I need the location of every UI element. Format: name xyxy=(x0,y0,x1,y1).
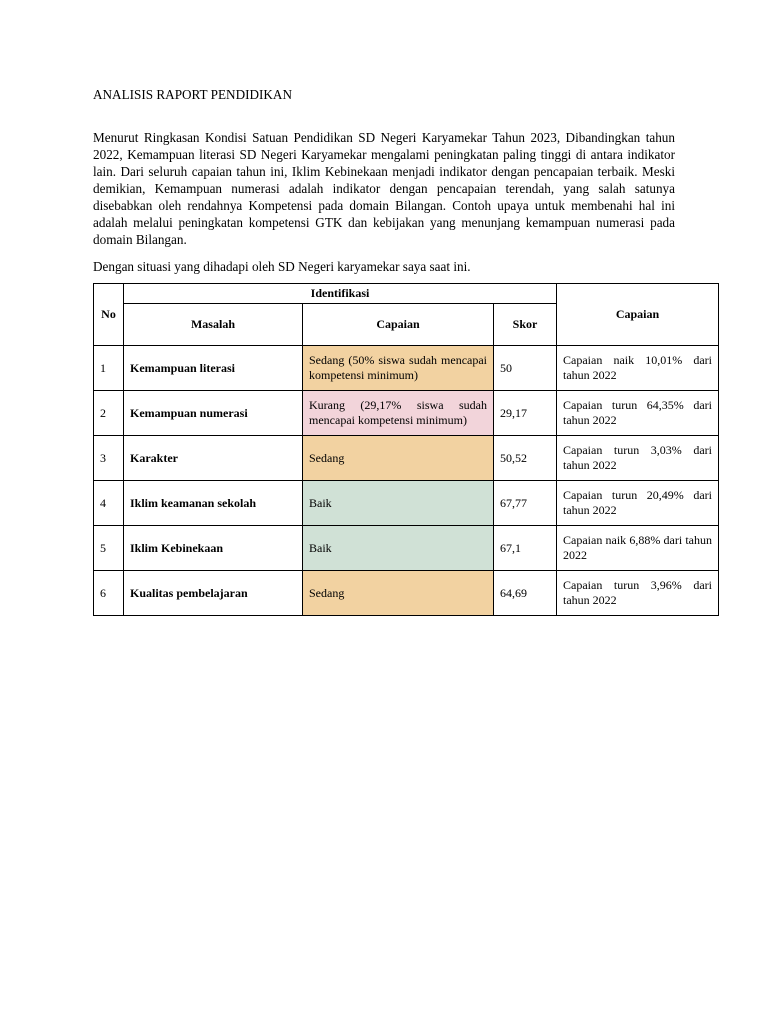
row-no: 6 xyxy=(94,571,124,616)
table-row xyxy=(94,481,719,526)
row-hasil: Capaian turun 20,49% dari tahun 2022 xyxy=(557,481,719,526)
header-capaian: Capaian xyxy=(303,304,494,346)
table-row xyxy=(94,526,719,571)
row-skor: 67,1 xyxy=(494,526,557,571)
table-row xyxy=(94,346,719,391)
table-row xyxy=(94,436,719,481)
row-hasil: Capaian naik 10,01% dari tahun 2022 xyxy=(557,346,719,391)
row-masalah: Iklim Kebinekaan xyxy=(124,526,303,571)
table-row xyxy=(94,571,719,616)
row-skor: 67,77 xyxy=(494,481,557,526)
row-no: 3 xyxy=(94,436,124,481)
table-row xyxy=(94,391,719,436)
row-no: 4 xyxy=(94,481,124,526)
row-hasil: Capaian turun 3,03% dari tahun 2022 xyxy=(557,436,719,481)
header-skor: Skor xyxy=(494,304,557,346)
row-skor: 50 xyxy=(494,346,557,391)
row-masalah: Iklim keamanan sekolah xyxy=(124,481,303,526)
row-masalah: Kemampuan numerasi xyxy=(124,391,303,436)
row-capaian: Baik xyxy=(303,526,494,571)
row-capaian: Kurang (29,17% siswa sudah mencapai kompetensi minimum) xyxy=(303,391,494,436)
header-row-1 xyxy=(94,284,719,304)
row-capaian: Sedang xyxy=(303,436,494,481)
report-table xyxy=(93,283,719,616)
intro-paragraph: Menurut Ringkasan Kondisi Satuan Pendidikan SD Negeri Karyamekar Tahun 2023, Dibandingkan tahun 2022, Kemampuan literasi SD Negeri Karyamekar mengalami peningkatan paling tinggi di antara indikator lain. Dari seluruh capaian tahun ini, Iklim Kebinekaan menjadi indikator dengan pencapaian terbaik. Meski demikian, Kemampuan numerasi adalah indikator dengan pencapaian terendah, yang salah satunya disebabkan oleh rendahnya Kompetensi pada domain Bilangan. Contoh upaya untuk membenahi hal ini adalah melalui peningkatan kompetensi GTK dan kebijakan yang menunjang kemampuan numerasi pada domain Bilangan. xyxy=(93,130,675,247)
header-capaian-result: Capaian xyxy=(557,284,719,346)
header-masalah: Masalah xyxy=(124,304,303,346)
document-title: ANALISIS RAPORT PENDIDIKAN xyxy=(93,87,292,102)
row-no: 2 xyxy=(94,391,124,436)
row-hasil: Capaian turun 64,35% dari tahun 2022 xyxy=(557,391,719,436)
row-skor: 29,17 xyxy=(494,391,557,436)
row-capaian: Baik xyxy=(303,481,494,526)
row-no: 1 xyxy=(94,346,124,391)
row-skor: 50,52 xyxy=(494,436,557,481)
row-skor: 64,69 xyxy=(494,571,557,616)
row-capaian: Sedang xyxy=(303,571,494,616)
row-masalah: Kualitas pembelajaran xyxy=(124,571,303,616)
row-masalah: Karakter xyxy=(124,436,303,481)
row-capaian: Sedang (50% siswa sudah mencapai kompetensi minimum) xyxy=(303,346,494,391)
header-no: No xyxy=(94,284,124,346)
situation-sentence: Dengan situasi yang dihadapi oleh SD Negeri karyamekar saya saat ini. xyxy=(93,259,471,274)
row-masalah: Kemampuan literasi xyxy=(124,346,303,391)
row-hasil: Capaian naik 6,88% dari tahun 2022 xyxy=(557,526,719,571)
header-identifikasi: Identifikasi xyxy=(124,284,557,304)
document-body xyxy=(93,86,675,275)
row-no: 5 xyxy=(94,526,124,571)
row-hasil: Capaian turun 3,96% dari tahun 2022 xyxy=(557,571,719,616)
